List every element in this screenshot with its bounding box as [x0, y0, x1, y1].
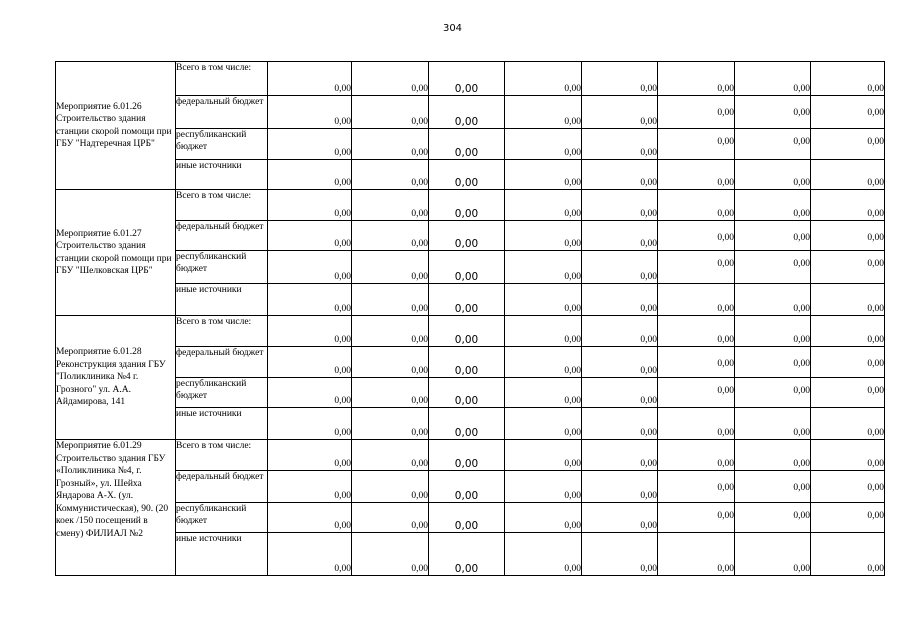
value-cell: 0,00: [352, 316, 429, 347]
table-row: [56, 129, 885, 160]
event-name-cell: Мероприятие 6.01.29 Строительство здания ГБУ «Поликлиника №4, г. Грозный», ул. Шейха Яндарова А-Х. (ул. Коммунистическая), 90. (20 коек /150 посещений в смену) ФИЛИАЛ №2: [56, 440, 176, 576]
value-cell: 0,00: [505, 533, 582, 576]
value-cell: 0,00: [268, 62, 352, 96]
value-cell: 0,00: [505, 190, 582, 221]
value-cell: 0,00: [268, 378, 352, 408]
value-cell: 0,00: [811, 190, 885, 221]
value-cell: 0,00: [429, 160, 505, 190]
value-cell: 0,00: [735, 284, 811, 316]
value-cell: 0,00: [582, 284, 658, 316]
value-cell: 0,00: [658, 471, 735, 503]
value-cell: 0,00: [658, 533, 735, 576]
value-cell: 0,00: [735, 347, 811, 378]
funding-source-cell: Всего в том числе:: [176, 62, 268, 96]
table-row: [56, 251, 885, 284]
table-row: [56, 378, 885, 408]
value-cell: 0,00: [582, 503, 658, 533]
value-cell: 0,00: [658, 129, 735, 160]
value-cell: 0,00: [268, 190, 352, 221]
value-cell: 0,00: [268, 129, 352, 160]
value-cell: 0,00: [268, 221, 352, 251]
funding-source-cell: республиканский бюджет: [176, 378, 268, 408]
value-cell: 0,00: [735, 503, 811, 533]
value-cell: 0,00: [582, 160, 658, 190]
value-cell: 0,00: [658, 96, 735, 129]
value-cell: 0,00: [352, 471, 429, 503]
value-cell: 0,00: [429, 190, 505, 221]
value-cell: 0,00: [505, 471, 582, 503]
value-cell: 0,00: [268, 471, 352, 503]
value-cell: 0,00: [268, 347, 352, 378]
value-cell: 0,00: [658, 378, 735, 408]
funding-source-cell: республиканский бюджет: [176, 129, 268, 160]
value-cell: 0,00: [811, 251, 885, 284]
value-cell: 0,00: [658, 160, 735, 190]
value-cell: 0,00: [352, 347, 429, 378]
value-cell: 0,00: [268, 160, 352, 190]
value-cell: 0,00: [505, 129, 582, 160]
value-cell: 0,00: [429, 316, 505, 347]
value-cell: 0,00: [505, 284, 582, 316]
value-cell: 0,00: [811, 316, 885, 347]
value-cell: 0,00: [735, 408, 811, 440]
table-row: [56, 347, 885, 378]
value-cell: 0,00: [582, 347, 658, 378]
value-cell: 0,00: [268, 284, 352, 316]
value-cell: 0,00: [735, 316, 811, 347]
value-cell: 0,00: [352, 284, 429, 316]
table-row: [56, 62, 885, 96]
value-cell: 0,00: [582, 533, 658, 576]
funding-source-cell: федеральный бюджет: [176, 347, 268, 378]
page-number: 304: [442, 23, 463, 34]
value-cell: 0,00: [505, 378, 582, 408]
value-cell: 0,00: [582, 440, 658, 471]
value-cell: 0,00: [352, 251, 429, 284]
table-row: [56, 190, 885, 221]
value-cell: 0,00: [811, 129, 885, 160]
table-row: [56, 533, 885, 576]
funding-source-cell: федеральный бюджет: [176, 96, 268, 129]
value-cell: 0,00: [352, 62, 429, 96]
value-cell: 0,00: [582, 471, 658, 503]
table-row: [56, 440, 885, 471]
value-cell: 0,00: [268, 251, 352, 284]
value-cell: 0,00: [429, 533, 505, 576]
event-name-cell: Мероприятие 6.01.27 Строительство здания станции скорой помощи при ГБУ "Шелковская ЦРБ": [56, 190, 176, 316]
value-cell: 0,00: [735, 190, 811, 221]
value-cell: 0,00: [582, 190, 658, 221]
value-cell: 0,00: [735, 62, 811, 96]
funding-source-cell: федеральный бюджет: [176, 221, 268, 251]
value-cell: 0,00: [352, 96, 429, 129]
value-cell: 0,00: [352, 378, 429, 408]
funding-source-cell: иные источники: [176, 533, 268, 576]
value-cell: 0,00: [505, 221, 582, 251]
table-row: [56, 471, 885, 503]
funding-source-cell: Всего в том числе:: [176, 316, 268, 347]
table-row: [56, 503, 885, 533]
funding-source-cell: иные источники: [176, 408, 268, 440]
value-cell: 0,00: [352, 408, 429, 440]
value-cell: 0,00: [505, 408, 582, 440]
value-cell: 0,00: [505, 62, 582, 96]
value-cell: 0,00: [352, 440, 429, 471]
value-cell: 0,00: [811, 62, 885, 96]
value-cell: 0,00: [582, 96, 658, 129]
value-cell: 0,00: [735, 160, 811, 190]
value-cell: 0,00: [268, 533, 352, 576]
value-cell: 0,00: [505, 347, 582, 378]
value-cell: 0,00: [505, 251, 582, 284]
value-cell: 0,00: [735, 221, 811, 251]
table-row: [56, 408, 885, 440]
funding-source-cell: иные источники: [176, 160, 268, 190]
value-cell: 0,00: [429, 129, 505, 160]
value-cell: 0,00: [582, 221, 658, 251]
funding-source-cell: Всего в том числе:: [176, 440, 268, 471]
value-cell: 0,00: [352, 190, 429, 221]
value-cell: 0,00: [811, 284, 885, 316]
value-cell: 0,00: [658, 221, 735, 251]
value-cell: 0,00: [658, 316, 735, 347]
value-cell: 0,00: [582, 62, 658, 96]
value-cell: 0,00: [429, 62, 505, 96]
value-cell: 0,00: [429, 251, 505, 284]
value-cell: 0,00: [505, 440, 582, 471]
value-cell: 0,00: [429, 96, 505, 129]
value-cell: 0,00: [811, 347, 885, 378]
value-cell: 0,00: [268, 316, 352, 347]
value-cell: 0,00: [811, 160, 885, 190]
value-cell: 0,00: [811, 503, 885, 533]
value-cell: 0,00: [352, 160, 429, 190]
table-row: [56, 96, 885, 129]
value-cell: 0,00: [429, 347, 505, 378]
budget-table-body: [56, 62, 885, 576]
value-cell: 0,00: [268, 503, 352, 533]
value-cell: 0,00: [429, 378, 505, 408]
value-cell: 0,00: [505, 316, 582, 347]
value-cell: 0,00: [268, 408, 352, 440]
budget-table: [55, 61, 885, 576]
value-cell: 0,00: [658, 347, 735, 378]
value-cell: 0,00: [811, 440, 885, 471]
value-cell: 0,00: [505, 160, 582, 190]
value-cell: 0,00: [735, 440, 811, 471]
value-cell: 0,00: [582, 408, 658, 440]
table-row: [56, 284, 885, 316]
value-cell: 0,00: [505, 96, 582, 129]
value-cell: 0,00: [658, 251, 735, 284]
table-row: [56, 316, 885, 347]
value-cell: 0,00: [268, 96, 352, 129]
value-cell: 0,00: [352, 533, 429, 576]
funding-source-cell: республиканский бюджет: [176, 251, 268, 284]
value-cell: 0,00: [429, 503, 505, 533]
value-cell: 0,00: [352, 129, 429, 160]
value-cell: 0,00: [429, 471, 505, 503]
event-name-cell: Мероприятие 6.01.28 Реконструкция здания ГБУ "Поликлиника №4 г. Грозного" ул. А.А. Айдамирова, 141: [56, 316, 176, 440]
value-cell: 0,00: [582, 378, 658, 408]
value-cell: 0,00: [811, 408, 885, 440]
funding-source-cell: Всего в том числе:: [176, 190, 268, 221]
value-cell: 0,00: [352, 503, 429, 533]
value-cell: 0,00: [429, 221, 505, 251]
value-cell: 0,00: [658, 440, 735, 471]
value-cell: 0,00: [735, 471, 811, 503]
value-cell: 0,00: [811, 533, 885, 576]
value-cell: 0,00: [811, 471, 885, 503]
value-cell: 0,00: [352, 221, 429, 251]
value-cell: 0,00: [735, 251, 811, 284]
event-name-cell: Мероприятие 6.01.26 Строительство здания станции скорой помощи при ГБУ "Надтеречная ЦРБ": [56, 62, 176, 190]
funding-source-cell: федеральный бюджет: [176, 471, 268, 503]
value-cell: 0,00: [811, 378, 885, 408]
value-cell: 0,00: [658, 503, 735, 533]
value-cell: 0,00: [735, 533, 811, 576]
value-cell: 0,00: [658, 284, 735, 316]
value-cell: 0,00: [811, 96, 885, 129]
table-row: [56, 160, 885, 190]
value-cell: 0,00: [582, 316, 658, 347]
value-cell: 0,00: [658, 62, 735, 96]
value-cell: 0,00: [505, 503, 582, 533]
value-cell: 0,00: [811, 221, 885, 251]
value-cell: 0,00: [658, 190, 735, 221]
value-cell: 0,00: [582, 251, 658, 284]
funding-source-cell: иные источники: [176, 284, 268, 316]
table-row: [56, 221, 885, 251]
value-cell: 0,00: [429, 440, 505, 471]
value-cell: 0,00: [429, 284, 505, 316]
value-cell: 0,00: [735, 96, 811, 129]
value-cell: 0,00: [658, 408, 735, 440]
value-cell: 0,00: [429, 408, 505, 440]
value-cell: 0,00: [735, 378, 811, 408]
value-cell: 0,00: [582, 129, 658, 160]
value-cell: 0,00: [268, 440, 352, 471]
funding-source-cell: республиканский бюджет: [176, 503, 268, 533]
value-cell: 0,00: [735, 129, 811, 160]
